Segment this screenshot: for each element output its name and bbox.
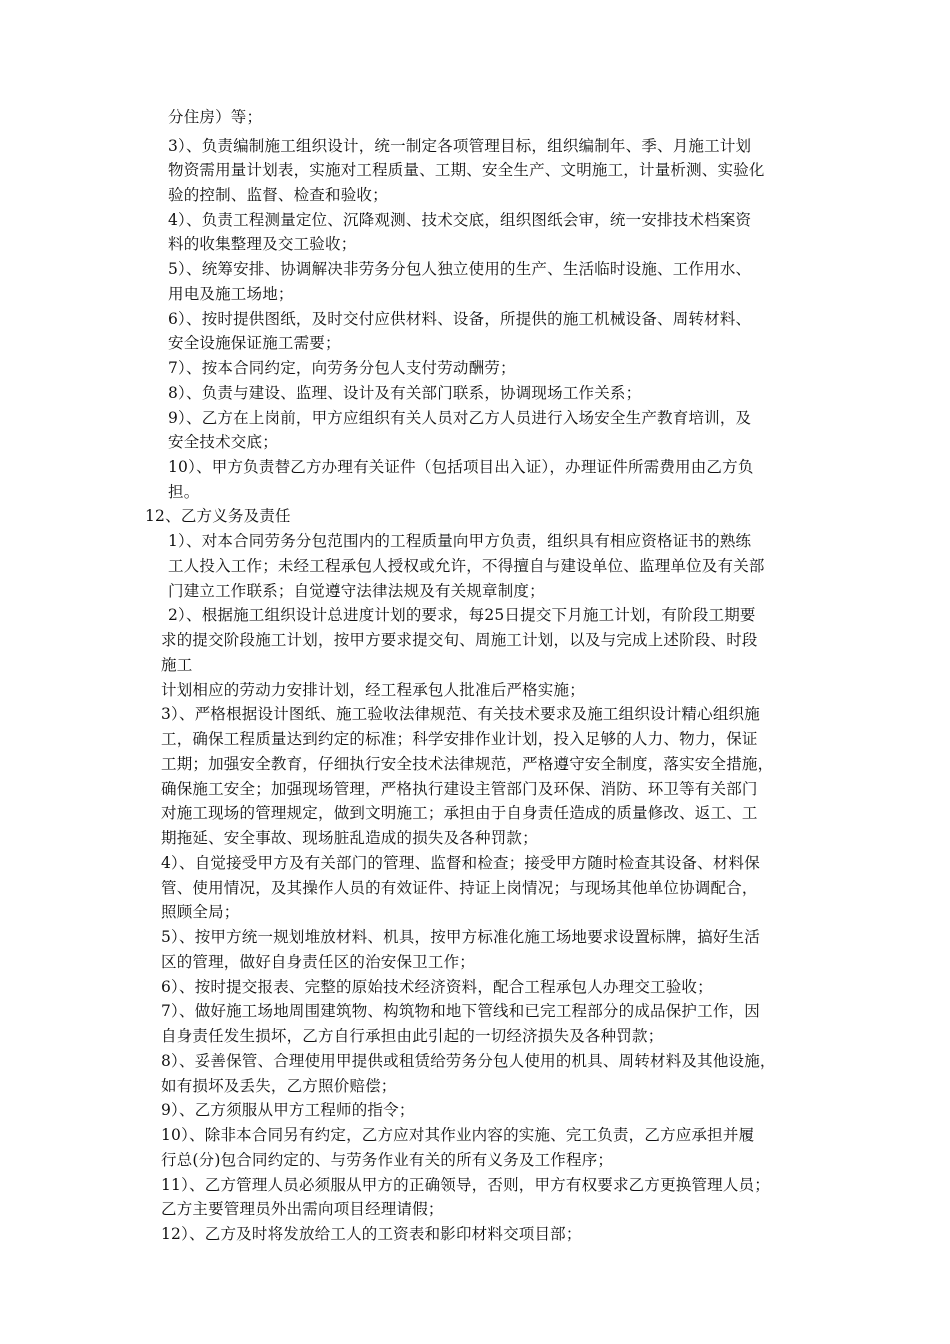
text-line: 6）、按时提供图纸，及时交付应供材料、设备，所提供的施工机械设备、周转材料、 [168,310,752,328]
text-line: 5）、按甲方统一规划堆放材料、机具，按甲方标准化施工场地要求设置标牌，搞好生活 [161,928,760,946]
text-line: 5）、统筹安排、协调解决非劳务分包人独立使用的生产、生活临时设施、工作用水、 [168,260,752,278]
text-line: 9）、乙方在上岗前，甲方应组织有关人员对乙方人员进行入场安全生产教育培训，及 [168,409,752,427]
text-line: 乙方主要管理员外出需向项目经理请假； [161,1200,444,1218]
text-line: 求的提交阶段施工计划，按甲方要求提交旬、周施工计划，以及与完成上述阶段、时段 [161,631,758,649]
text-line: 安全设施保证施工需要； [168,334,341,352]
text-line: 工人投入工作；未经工程承包人授权或允许，不得擅自与建设单位、监理单位及有关部 [168,557,765,575]
text-line: 自身责任发生损坏，乙方自行承担由此引起的一切经济损失及各种罚款； [161,1027,664,1045]
text-line: 2）、根据施工组织设计总进度计划的要求，每25日提交下月施工计划，有阶段工期要 [168,606,756,624]
text-line: 确保施工安全；加强现场管理，严格执行建设主管部门及环保、消防、环卫等有关部门 [161,780,758,798]
text-line: 9）、乙方须服从甲方工程师的指令； [161,1101,415,1119]
text-line: 7）、按本合同约定，向劳务分包人支付劳动酬劳； [168,359,516,377]
text-line: 4）、自觉接受甲方及有关部门的管理、监督和检查；接受甲方随时检查其设备、材料保 [161,854,760,872]
text-line: 分住房）等； [168,108,263,126]
text-line: 10）、除非本合同另有约定，乙方应对其作业内容的实施、完工负责，乙方应承担并履 [161,1126,755,1144]
text-line: 对施工现场的管理规定，做到文明施工；承担由于自身责任造成的质量修改、返工、工 [161,804,758,822]
text-line: 8）、负责与建设、监理、设计及有关部门联系，协调现场工作关系； [168,384,642,402]
text-line: 行总(分)包合同约定的、与劳务作业有关的所有义务及工作程序； [161,1151,614,1169]
text-line: 安全技术交底； [168,433,278,451]
text-line: 料的收集整理及交工验收； [168,235,357,253]
section-heading: 12、乙方义务及责任 [145,507,291,525]
text-line: 管、使用情况，及其操作人员的有效证件、持证上岗情况；与现场其他单位协调配合， [161,879,758,897]
text-line: 3）、负责编制施工组织设计，统一制定各项管理目标，组织编制年、季、月施工计划 [168,137,752,155]
text-line: 12）、乙方及时将发放给工人的工资表和影印材料交项目部； [161,1225,582,1243]
text-line: 8）、妥善保管、合理使用甲提供或租赁给劳务分包人使用的机具、周转材料及其他设施， [161,1052,776,1070]
text-line: 如有损坏及丢失，乙方照价赔偿； [161,1077,397,1095]
text-line: 11）、乙方管理人员必须服从甲方的正确领导，否则，甲方有权要求乙方更换管理人员； [161,1176,770,1194]
text-line: 1）、对本合同劳务分包范围内的工程质量向甲方负责，组织具有相应资格证书的熟练 [168,532,752,550]
text-line: 6）、按时提交报表、完整的原始技术经济资料，配合工程承包人办理交工验收； [161,978,713,996]
text-line: 期拖延、安全事故、现场脏乱造成的损失及各种罚款； [161,829,538,847]
text-line: 工期；加强安全教育，仔细执行安全技术法律规范，严格遵守安全制度，落实安全措施， [161,755,774,773]
text-line: 验的控制、监督、检查和验收； [168,186,388,204]
text-line: 4）、负责工程测量定位、沉降观测、技术交底，组织图纸会审，统一安排技术档案资 [168,211,752,229]
text-line: 区的管理，做好自身责任区的治安保卫工作； [161,953,476,971]
text-line: 用电及施工场地； [168,285,294,303]
text-line: 3）、严格根据设计图纸、施工验收法律规范、有关技术要求及施工组织设计精心组织施 [161,705,760,723]
text-line: 门建立工作联系；自觉遵守法律法规及有关规章制度； [168,582,545,600]
text-line: 计划相应的劳动力安排计划，经工程承包人批准后严格实施； [161,681,585,699]
text-line: 7）、做好施工场地周围建筑物、构筑物和地下管线和已完工程部分的成品保护工作，因 [161,1002,760,1020]
text-line: 施工 [161,656,193,674]
text-line: 物资需用量计划表，实施对工程质量、工期、安全生产、文明施工，计量析测、实验化 [168,161,765,179]
text-line: 10）、甲方负责替乙方办理有关证件（包括项目出入证），办理证件所需费用由乙方负 [168,458,754,476]
text-line: 担。 [168,483,200,501]
text-line: 照顾全局； [161,903,240,921]
text-line: 工，确保工程质量达到约定的标准；科学安排作业计划，投入足够的人力、物力，保证 [161,730,758,748]
